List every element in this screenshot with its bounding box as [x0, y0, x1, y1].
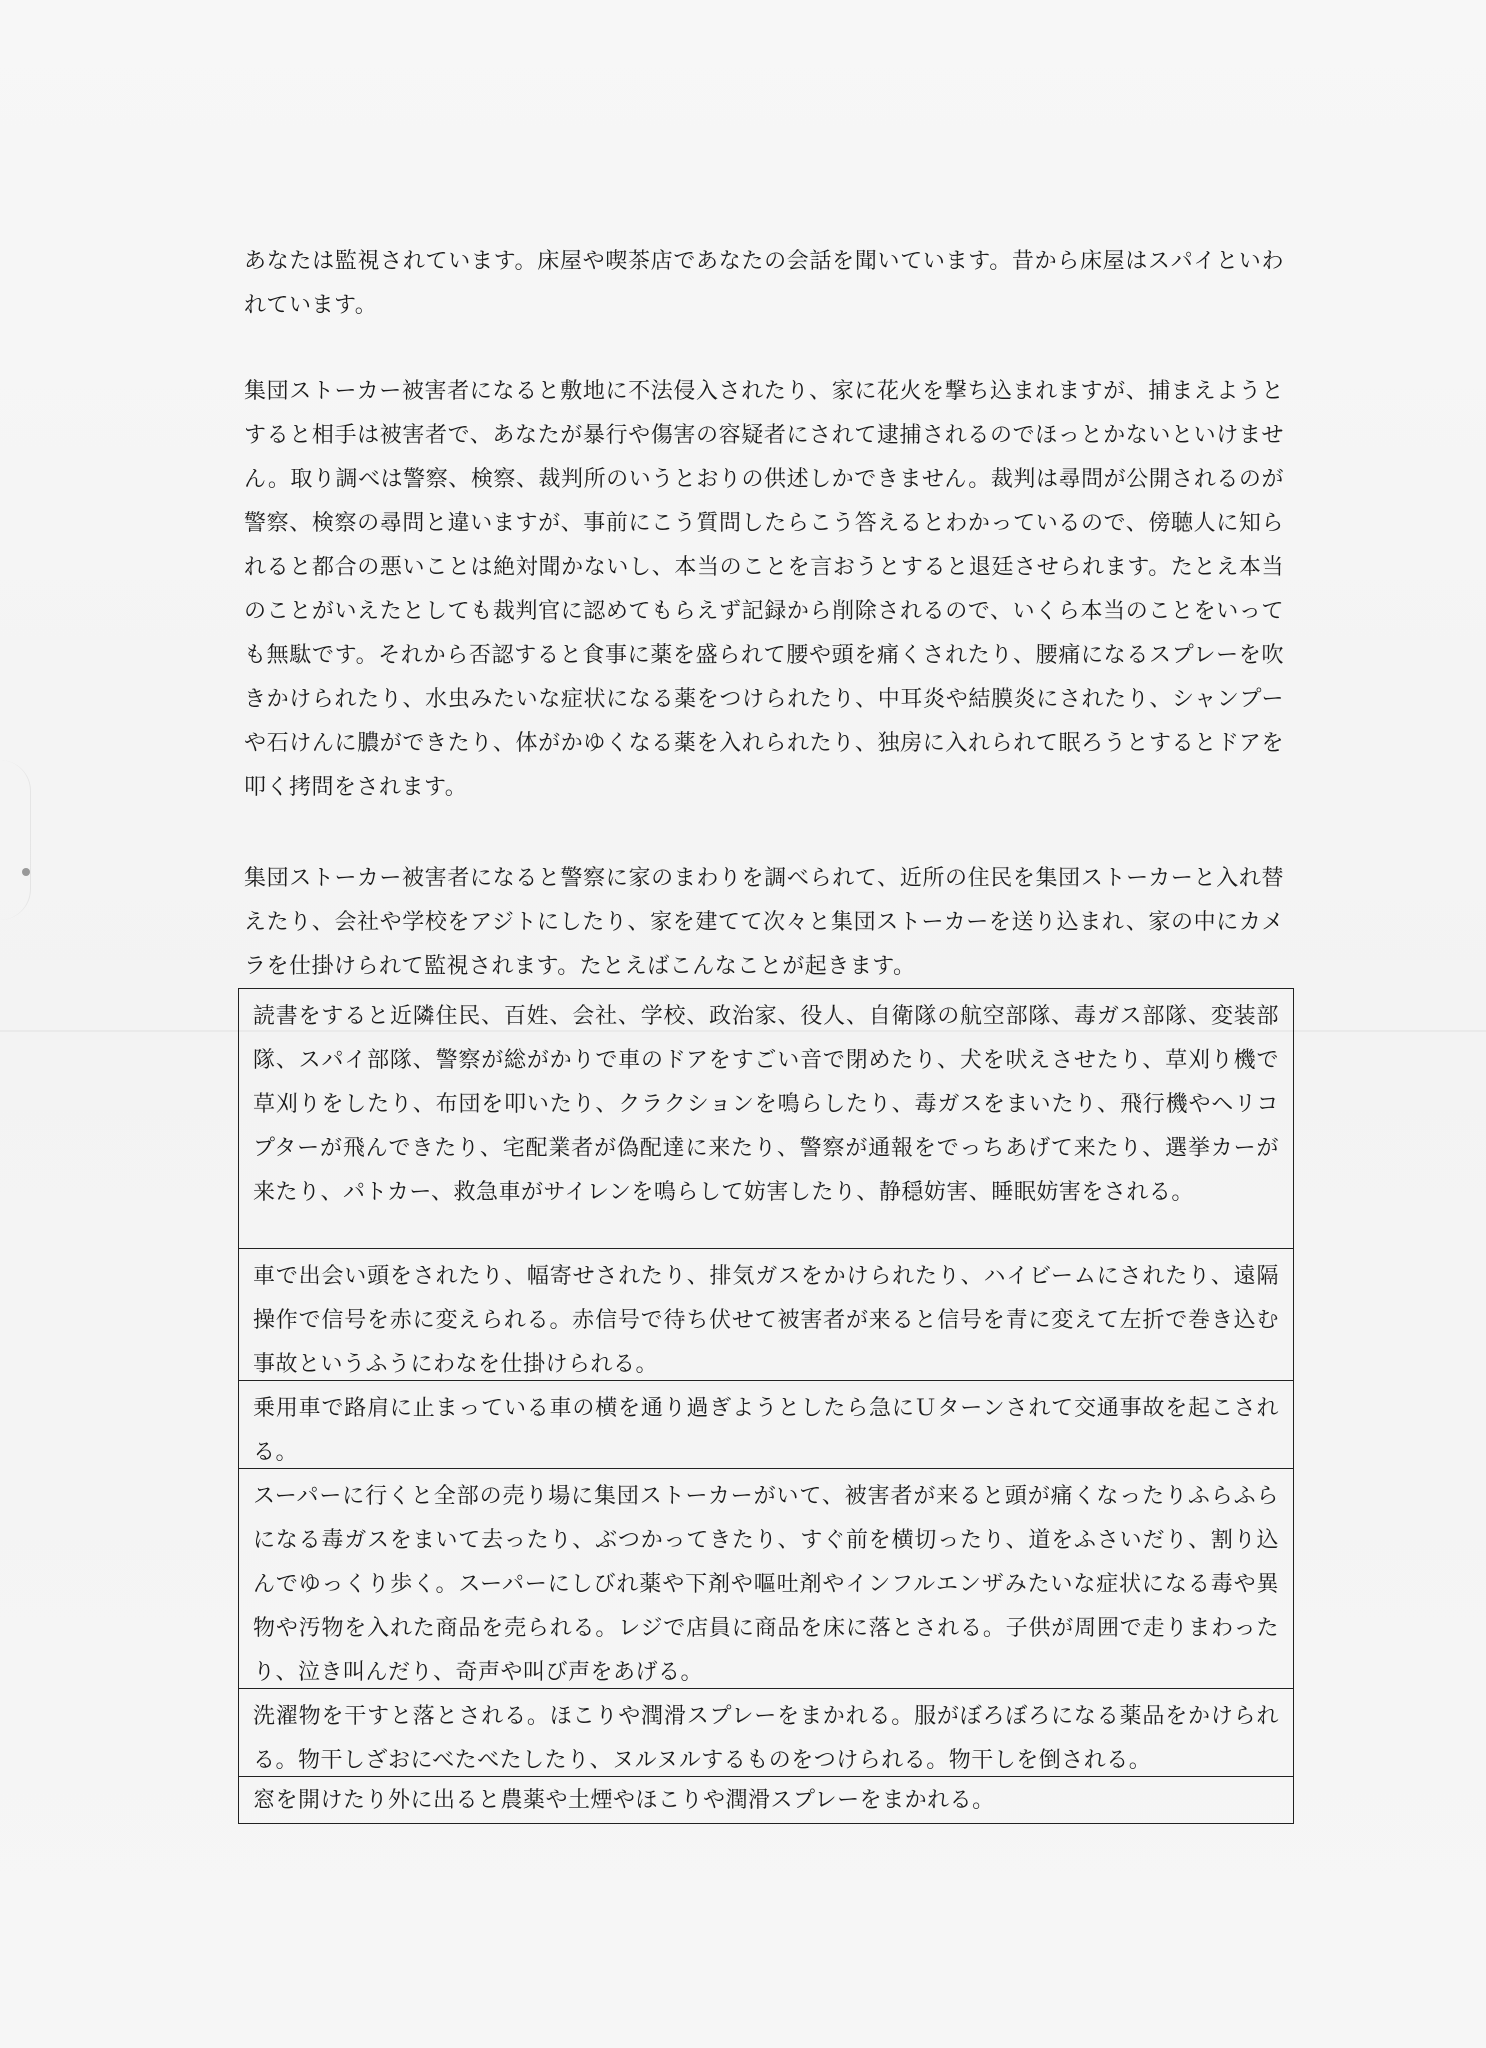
example-item: スーパーに行くと全部の売り場に集団ストーカーがいて、被害者が来ると頭が痛くなったりふらふらになる毒ガスをまいて去ったり、ぶつかってきたり、すぐ前を横切ったり、道をふさいだり、割り込んでゆっくり歩く。スーパーにしびれ薬や下剤や嘔吐剤やインフルエンザみたいな症状になる毒や異物や汚物を入れた商品を売られる。レジで店員に商品を床に落とされる。子供が周囲で走りまわったり、泣き叫んだり、奇声や叫び声をあげる。 [239, 1469, 1293, 1689]
example-item: 乗用車で路肩に止まっている車の横を通り過ぎようとしたら急にＵターンされて交通事故を起こされる。 [239, 1381, 1293, 1469]
paragraph-text: 集団ストーカー被害者になると敷地に不法侵入されたり、家に花火を撃ち込まれますが、捕まえようとすると相手は被害者で、あなたが暴行や傷害の容疑者にされて逮捕されるのでほっとかないといけません。取り調べは警察、検察、裁判所のいうとおりの供述しかできません。裁判は尋問が公開されるのが警察、検察の尋問と違いますが、事前にこう質問したらこう答えるとわかっているので、傍聴人に知られると都合の悪いことは絶対聞かないし、本当のことを言おうとすると退廷させられます。たとえ本当のことがいえたとしても裁判官に認めてもらえず記録から削除されるので、いくら本当のことをいっても無駄です。それから否認すると食事に薬を盛られて腰や頭を痛くされたり、腰痛になるスプレーを吹きかけられたり、水虫みたいな症状になる薬をつけられたり、中耳炎や結膜炎にされたり、シャンプーや石けんに膿ができたり、体がかゆくなる薬を入れられたり、独房に入れられて眠ろうとするとドアを叩く拷問をされます。 [244, 379, 1284, 800]
example-item: 車で出会い頭をされたり、幅寄せされたり、排気ガスをかけられたり、ハイビームにされたり、遠隔操作で信号を赤に変えられる。赤信号で待ち伏せて被害者が来ると信号を青に変えて左折で巻き込む事故というふうにわなを仕掛けられる。 [239, 1249, 1293, 1381]
example-item: 洗濯物を干すと落とされる。ほこりや潤滑スプレーをまかれる。服がぼろぼろになる薬品をかけられる。物干しざおにべたべたしたり、ヌルヌルするものをつけられる。物干しを倒される。 [239, 1689, 1293, 1777]
example-item: 読書をすると近隣住民、百姓、会社、学校、政治家、役人、自衛隊の航空部隊、毒ガス部隊、変装部隊、スパイ部隊、警察が総がかりで車のドアをすごい音で閉めたり、犬を吠えさせたり、草刈り機で草刈りをしたり、布団を叩いたり、クラクションを鳴らしたり、毒ガスをまいたり、飛行機やヘリコプターが飛んできたり、宅配業者が偽配達に来たり、警察が通報をでっちあげて来たり、選挙カーが来たり、パトカー、救急車がサイレンを鳴らして妨害したり、静穏妨害、睡眠妨害をされる。 [239, 989, 1293, 1249]
arrest-paragraph [244, 370, 1284, 810]
intro-paragraph [244, 240, 1284, 328]
paragraph-text: 集団ストーカー被害者になると警察に家のまわりを調べられて、近所の住民を集団ストーカーと入れ替えたり、会社や学校をアジトにしたり、家を建てて次々と集団ストーカーを送り込まれ、家の中にカメラを仕掛けられて監視されます。たとえばこんなことが起きます。 [244, 866, 1284, 979]
surveillance-paragraph [244, 857, 1284, 989]
punch-hole-mark [22, 868, 30, 876]
page-edge-shadow [0, 760, 31, 920]
examples-box [238, 988, 1294, 1824]
paragraph-text: あなたは監視されています。床屋や喫茶店であなたの会話を聞いています。昔から床屋はスパイといわれています。 [244, 249, 1284, 318]
example-item: 窓を開けたり外に出ると農薬や土煙やほこりや潤滑スプレーをまかれる。 [253, 1788, 995, 1813]
